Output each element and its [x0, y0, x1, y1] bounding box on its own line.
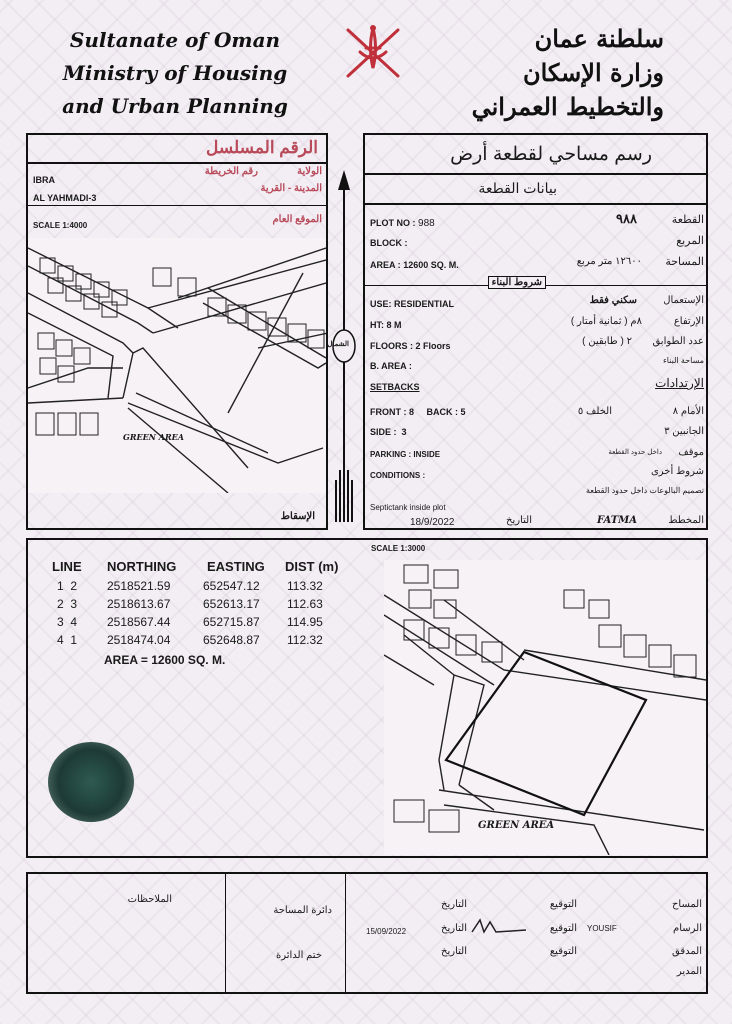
header-ar-line1: سلطنة عمان [534, 24, 664, 53]
total-area: AREA = 12600 SQ. M. [104, 653, 226, 667]
divider [26, 162, 328, 164]
dept-stamp-label: ختم الدائرة [275, 950, 322, 961]
area-ar-label: المساحة [665, 256, 704, 268]
director-label: المدير [676, 966, 702, 977]
signature-label: التوقيع [549, 923, 577, 934]
planner-value: FATMA [597, 515, 637, 526]
header-ar-line2: وزارة الإسكان [522, 58, 664, 87]
use-ar-label: الإستعمال [663, 295, 704, 306]
height-label: HT: 8 M [370, 320, 402, 330]
divider [26, 205, 328, 206]
front-back-label: FRONT : 8 BACK : 5 [370, 407, 466, 417]
table-row-line: 1 2 [57, 579, 78, 593]
col-line-header: LINE [52, 559, 82, 574]
use-label: USE: RESIDENTIAL [370, 299, 455, 309]
planner-ar-label: المخطط [668, 515, 704, 526]
town-value: AL YAHMADI-3 [33, 193, 97, 203]
floors-ar-label: عدد الطوابق [652, 336, 704, 347]
block-ar-label: المربع [676, 235, 704, 247]
checker-label: المدقق [672, 946, 702, 957]
survey-dept-label: دائرة المساحة [273, 905, 332, 916]
building-area-ar-label: مساحة البناء [662, 356, 704, 365]
survey-drawing-title: رسم مساحي لقطعة أرض [450, 144, 652, 165]
table-row-easting: 652648.87 [203, 633, 260, 647]
table-row-easting: 652547.12 [203, 579, 260, 593]
plot-no-label: PLOT NO : 988 [370, 218, 435, 229]
surveyor-label: المساح [671, 899, 702, 910]
conditions-label: CONDITIONS : [370, 471, 426, 480]
table-row-line: 3 4 [57, 615, 78, 629]
area-label: AREA : 12600 SQ. M. [370, 260, 459, 270]
table-row-northing: 2518521.59 [107, 579, 171, 593]
serial-number-label: الرقم المسلسل [205, 138, 318, 157]
area-value: 12600 SQ. M. [403, 260, 459, 270]
wilayat-value: IBRA [33, 175, 55, 185]
height-ar-value: ٨م ( ثمانية أمتار ) [570, 316, 642, 327]
table-row-northing: 2518613.67 [107, 597, 171, 611]
ministry-name-arabic [444, 22, 664, 124]
side-ar: الجانبين ٣ [664, 426, 704, 437]
plot-ar-value: ٩٨٨ [616, 211, 637, 226]
draftsman-label: الرسام [673, 923, 702, 934]
header-ar-line3: والتخطيط العمراني [471, 92, 664, 121]
date-label: التاريخ [441, 946, 467, 957]
col-northing-header: NORTHING [107, 559, 177, 574]
table-row-easting: 652715.87 [203, 615, 260, 629]
setbacks-label: SETBACKS [370, 382, 420, 392]
green-area-label: GREEN AREA [123, 432, 184, 442]
table-row-dist: 112.63 [287, 597, 323, 611]
map-sheet-label: رقم الخريطة [204, 166, 258, 177]
divider [363, 203, 708, 205]
draftsman-value: YOUSIF [587, 924, 617, 933]
ministry-name-english [60, 24, 290, 123]
building-area-label: B. AREA : [370, 361, 412, 371]
signature-label: التوقيع [549, 899, 577, 910]
table-row-dist: 114.95 [287, 615, 323, 629]
col-easting-header: EASTING [207, 559, 265, 574]
floors-ar-value: ٢ ( طابقين ) [582, 336, 632, 347]
official-stamp [48, 742, 134, 822]
divider [345, 872, 346, 994]
other-conditions-ar-value: تصميم البالوعات داخل حدود القطعة [585, 486, 704, 495]
plot-data-subtitle: بيانات القطعة [478, 180, 557, 196]
drawing-date-ar-label: التاريخ [506, 515, 532, 526]
parking-label: PARKING : INSIDE [370, 450, 441, 459]
septic-note: Septictank inside plot [370, 503, 446, 512]
divider [363, 173, 708, 175]
drawing-date-value: 18/9/2022 [410, 517, 455, 528]
town-label: المدينة - القرية [260, 183, 322, 194]
plot-detail-map [384, 560, 706, 855]
parking-ar-value: داخل حدود القطعة [608, 449, 662, 456]
use-ar-value: سكني فقط [589, 295, 637, 306]
table-row-northing: 2518567.44 [107, 615, 171, 629]
header-en-line3: and Urban Planning [62, 94, 288, 118]
table-row-dist: 113.32 [287, 579, 323, 593]
header-en-line2: Ministry of Housing [62, 61, 288, 85]
col-dist-header: DIST (m) [285, 559, 339, 574]
table-row-easting: 652613.17 [203, 597, 260, 611]
north-arrow-icon [330, 170, 358, 526]
table-row-dist: 112.32 [287, 633, 323, 647]
block-label: BLOCK : [370, 238, 408, 248]
footer-date-value: 15/09/2022 [366, 927, 407, 936]
general-location-label: الموقع العام [272, 214, 322, 225]
divider [225, 872, 226, 994]
notes-label: الملاحظات [127, 894, 172, 905]
north-label: الشمال [327, 341, 349, 348]
signature-label: التوقيع [549, 946, 577, 957]
plot-map-scale: SCALE 1:3000 [371, 544, 426, 553]
front-ar: الأمام ٨ [672, 406, 704, 417]
floors-label: FLOORS : 2 Floors [370, 341, 451, 351]
plot-no-value: 988 [418, 218, 435, 229]
parking-ar-label: موقف [678, 447, 704, 458]
table-row-northing: 2518474.04 [107, 633, 171, 647]
table-row-line: 4 1 [57, 633, 78, 647]
location-map-scale: SCALE 1:4000 [33, 221, 88, 230]
date-label: التاريخ [441, 923, 467, 934]
projection-label: الإسقاط [280, 511, 315, 522]
signature-icon [470, 916, 530, 938]
wilayat-label: الولاية [297, 166, 322, 177]
setbacks-ar-label: الإرتدادات [655, 376, 704, 390]
date-label: التاريخ [441, 899, 467, 910]
oman-emblem-icon [338, 18, 408, 88]
table-row-line: 2 3 [57, 597, 78, 611]
height-ar-label: الإرتفاع [673, 316, 704, 327]
back-ar: الخلف ٥ [577, 406, 612, 417]
other-conditions-ar-label: شروط أخرى [650, 466, 704, 477]
building-conditions-label: شروط البناء [488, 276, 546, 289]
plot-map-green-area-label: GREEN AREA [478, 820, 555, 831]
side-label: SIDE : 3 [370, 427, 407, 437]
plot-ar-label: القطعة [671, 214, 704, 226]
area-ar-value: ١٢٦٠٠ متر مربع [576, 256, 642, 267]
location-map [28, 238, 326, 493]
header-en-line1: Sultanate of Oman [69, 28, 281, 52]
